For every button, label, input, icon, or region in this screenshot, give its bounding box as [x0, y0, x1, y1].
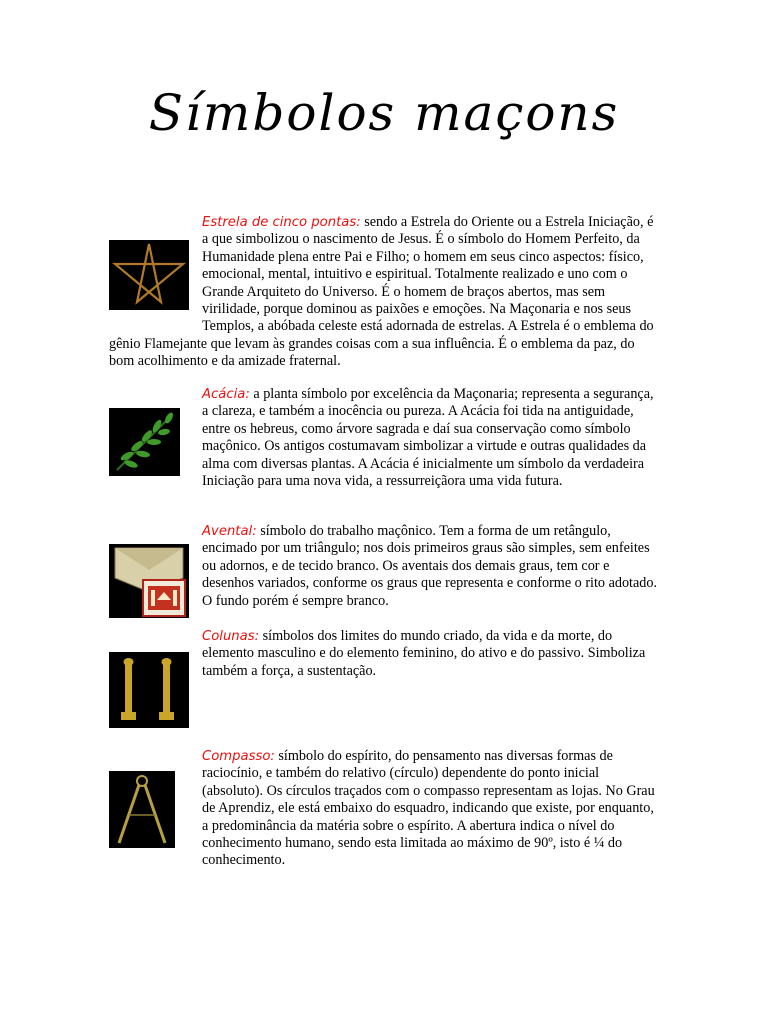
acacia-branch-icon [109, 408, 180, 476]
section-term: Avental [202, 524, 253, 539]
acacia-image [109, 408, 180, 476]
section-colunas [109, 628, 661, 697]
section-text: Estrela de cinco pontas: sendo a Estrela do Oriente ou a Estrela Iniciação, é a que simbolizou o nascimento de Jesus. É o símbolo do Homem Perfeito, da Humanidade plena entre Pai e Filho; o homem em seus cinco aspectos: físico, emocional, mental, intuitivo e espiritual. Totalmente realizado e uno com o Grande Arquiteto do Universo. É o homem de braços abertos, mas sem virilidade, porque dominou as paixões e emoções. Na Maçonaria e nos seus Templos, a abóbada celeste está adornada de estrelas. A Estrela é o emblema do gênio Flamejante que levam às grandes coisas com a sua influência. É o emblema da paz, do bom acolhimento e da amizade fraternal. [109, 214, 654, 370]
section-estrela [109, 214, 661, 371]
apron-image [109, 544, 189, 618]
section-term: Estrela de cinco pontas [202, 215, 357, 230]
columns-icon [109, 652, 189, 728]
columns-image [109, 652, 189, 728]
section-term: Compasso [202, 749, 271, 764]
compass-image [109, 771, 175, 848]
pentagram-icon [109, 240, 189, 310]
apron-icon [109, 544, 189, 618]
pentagram-image [109, 240, 189, 310]
compass-icon [109, 771, 175, 848]
section-compasso [109, 748, 661, 870]
page-title: Símbolos maçons [148, 84, 620, 142]
section-text: Acácia: a planta símbolo por excelência da Maçonaria; representa a segurança, a clareza, e também a inocência ou pureza. A Acácia foi tida na antiguidade, entre os hebreus, como árvore sagrada e daí sua conservação como símbolo maçônico. Os antigos costumavam simbolizar a virtude e outras qualidades da alma com diversas plantas. A Acácia é inicialmente um símbolo da verdadeira Iniciação para uma nova vida, a ressurreiçãora uma vida futura. [109, 386, 661, 490]
section-text: Compasso: símbolo do espírito, do pensamento nas diversas formas de raciocínio, e também do relativo (círculo) dependente do ponto inicial (absoluto). Os círculos traçados com o compasso representam as lojas. No Grau de Aprendiz, ele está embaixo do esquadro, indicando que existe, por enquanto, a predominância da matéria sobre o espírito. A abertura indica o nível do conhecimento humano, sendo esta limitada ao máximo de 90º, isto é ¼ do conhecimento. [109, 748, 661, 870]
section-text: Colunas: símbolos dos limites do mundo criado, da vida e da morte, do elemento masculino e do elemento feminino, do ativo e do passivo. Simboliza também a força, a sustentação. [109, 628, 661, 680]
section-acacia [109, 386, 661, 491]
section-text: Avental: símbolo do trabalho maçônico. Tem a forma de um retângulo, encimado por um triângulo; nos dois primeiros graus são simples, sem enfeites ou adornos, e de tecido branco. Os aventais dos demais graus, tem cor e desenhos variados, conforme os graus que representa e conforme o rito adotado. O fundo porém é sempre branco. [109, 523, 661, 610]
section-avental [109, 523, 661, 610]
section-term: Colunas [202, 629, 255, 644]
section-term: Acácia [202, 387, 246, 402]
